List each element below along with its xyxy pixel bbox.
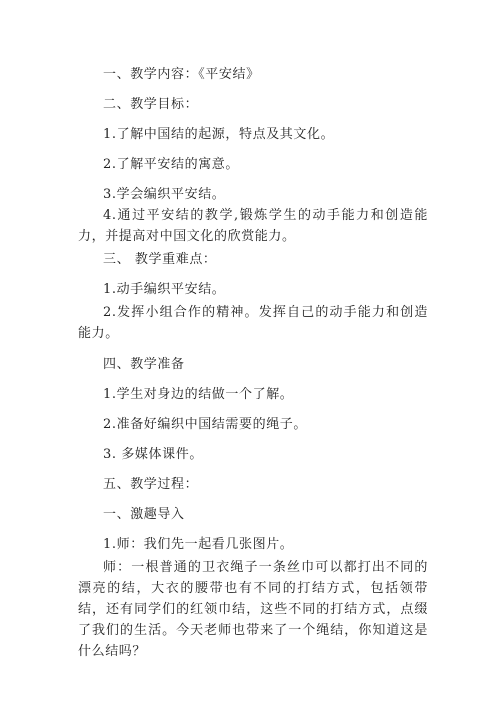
heading-preparation: 四、教学准备: [103, 357, 185, 372]
heading-teaching-goals: 二、教学目标：: [103, 97, 199, 112]
goal-item-1: 1.了解中国结的起源，特点及其文化。: [103, 127, 335, 142]
difficulty-item-2: 2.发挥小组合作的精神。发挥自己的动手能力和创造能力。: [78, 305, 428, 341]
intro-step-1: 1.师：我们先一起看几张图片。: [103, 537, 294, 552]
teacher-dialogue-paragraph: 师：一根普通的卫衣绳子一条丝巾可以都打出不同的漂亮的结，大衣的腰带也有不同的打结方式，包括领带结，还有同学们的红领巾结，这些不同的打结方式，点缀了我们的生活。今天老师也带来了一个绳结，你知道这是什么结吗？: [78, 560, 428, 659]
difficulty-item-1: 1.动手编织平安结。: [103, 282, 226, 297]
goal-item-4: 4.通过平安结的教学,锻炼学生的动手能力和创造能力，并提高对中国文化的欣赏能力。: [78, 208, 428, 244]
prep-item-3: 3. 多媒体课件。: [103, 447, 203, 462]
prep-item-2: 2.准备好编织中国结需要的绳子。: [103, 417, 308, 432]
goal-item-2: 2.了解平安结的寓意。: [103, 157, 240, 172]
section-intro: 一、激趣导入: [103, 507, 185, 522]
heading-process: 五、教学过程：: [103, 477, 199, 492]
heading-difficulty: 三、 教学重难点：: [103, 252, 217, 267]
goal-item-3: 3.学会编织平安结。: [103, 187, 226, 202]
prep-item-1: 1.学生对身边的结做一个了解。: [103, 387, 294, 402]
heading-teaching-content: 一、教学内容：《平安结》: [103, 67, 260, 82]
